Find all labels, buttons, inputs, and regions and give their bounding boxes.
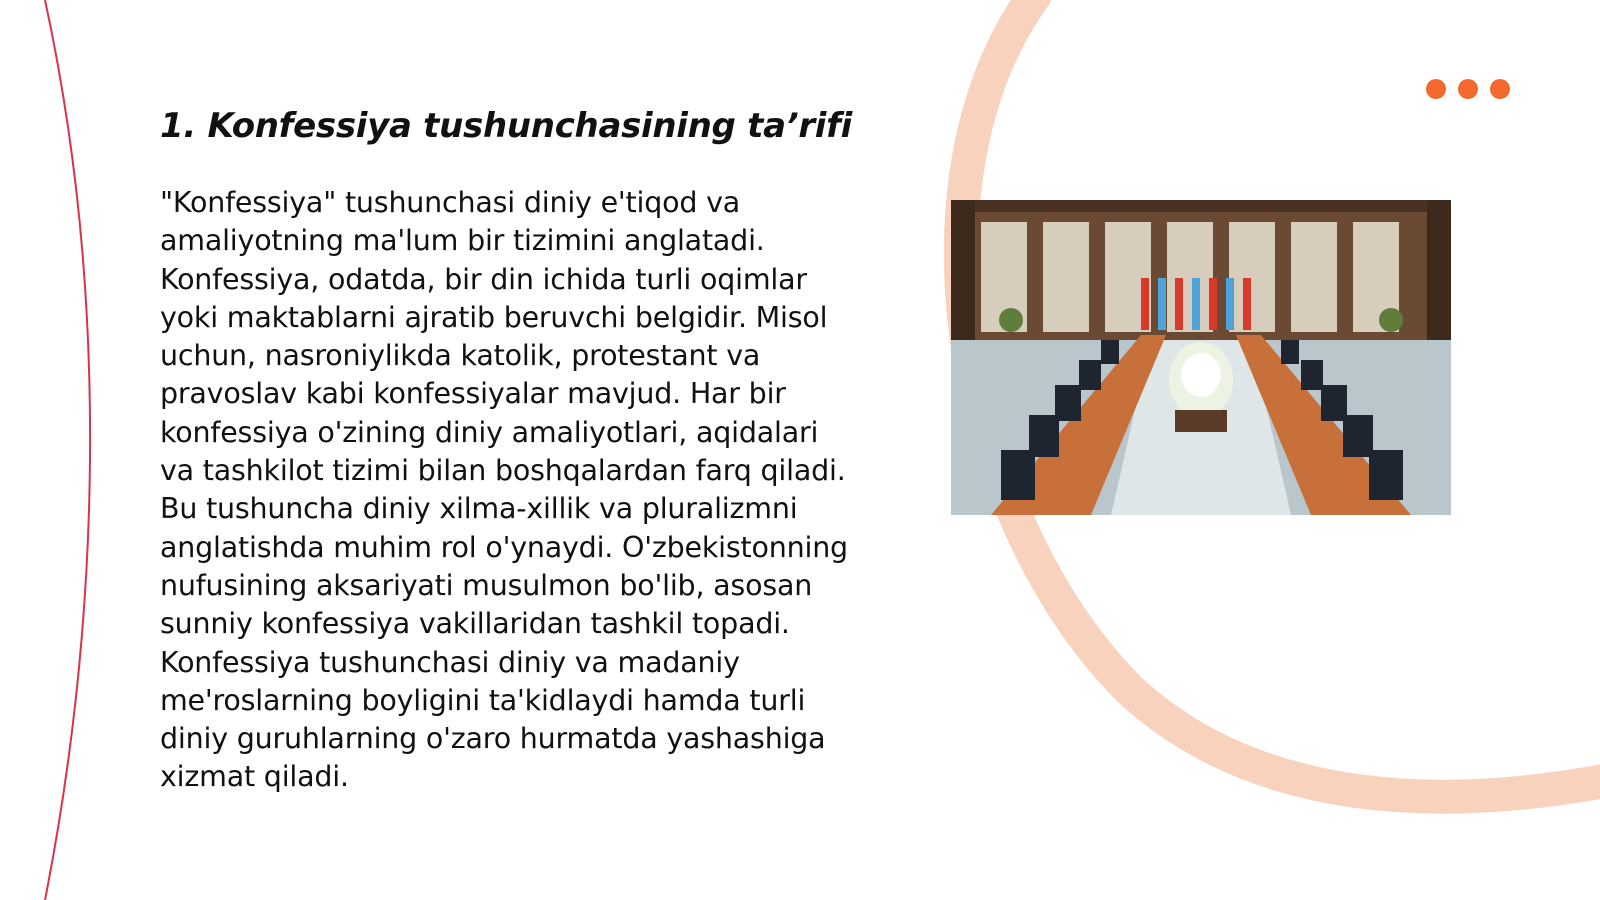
meeting-room-photo (951, 200, 1451, 515)
three-dots-icon (1426, 79, 1510, 99)
slide-body-text: "Konfessiya" tushunchasi diniy e'tiqod va amaliyotning ma'lum bir tizimini anglatadi. Konfessiya, odatda, bir din ichida turli oqimlar yoki maktablarni ajratib beruvchi belgidir. Misol uchun, nasroniylikda katolik, protestant va pravoslav kabi konfessiyalar mavjud. Har bir konfessiya o'zining diniy amaliyotlari, aqidalari va tashkilot tizimi bilan boshqalardan farq qiladi. Bu tushuncha diniy xilma-xillik va pluralizmni anglatishda muhim rol o'ynaydi. O'zbekistonning nufusining aksariyati musulmon bo'lib, asosan sunniy konfessiya vakillaridan tashkil topadi. Konfessiya tushunchasi diniy va madaniy me'roslarning boyligini ta'kidlaydi hamda turli diniy guruhlarning o'zaro hurmatda yashashiga xizmat qiladi. (160, 186, 848, 794)
dot-icon (1490, 79, 1510, 99)
dot-icon (1458, 79, 1478, 99)
slide-title: 1. Konfessiya tushunchasining ta’rifi (160, 106, 853, 146)
left-curve-line (45, 0, 90, 900)
dot-icon (1426, 79, 1446, 99)
